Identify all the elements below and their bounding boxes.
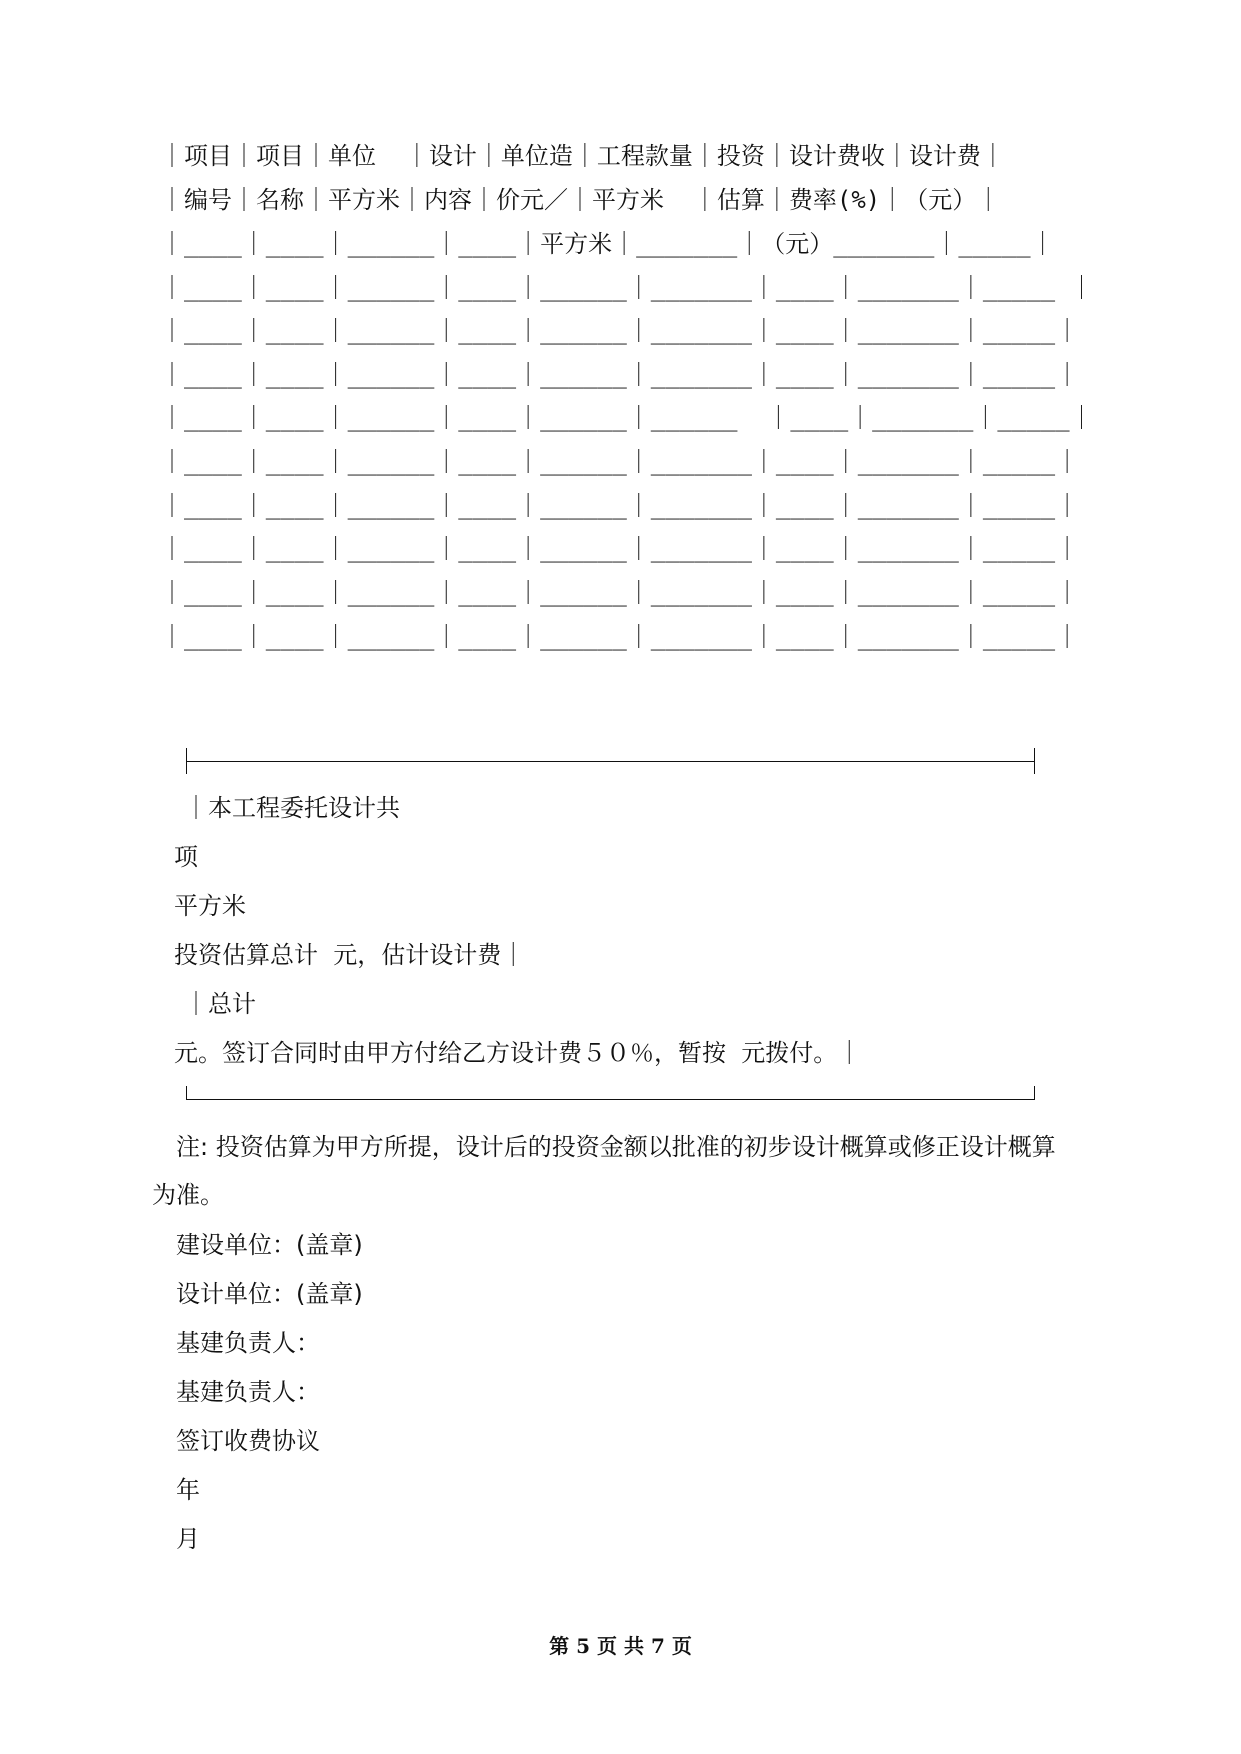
table-row: ｜____｜____｜______｜____｜______｜_______｜____｜_______｜_____ ｜ — [160, 274, 1094, 302]
month-label: 月 — [176, 1525, 200, 1553]
note-line-1: 注: 投资估算为甲方所提，设计后的投资金额以批准的初步设计概算或修正设计概算 — [176, 1133, 1056, 1161]
summary-line-6: 元。签订合同时由甲方付给乙方设计费５０％，暂按 元拨付。｜ — [174, 1039, 862, 1067]
builder-person-label-2: 基建负责人： — [176, 1378, 320, 1406]
summary-line-2: 项 — [174, 843, 198, 871]
summary-bottom-line — [186, 1099, 1034, 1100]
table-row: ｜____｜____｜______｜____｜平方米｜_______｜（元）_______｜_____｜ — [160, 230, 1055, 258]
builder-unit-label: 建设单位：(盖章) — [176, 1231, 363, 1259]
table-row: ｜____｜____｜______｜____｜______｜_______｜____｜_______｜_____｜ — [160, 579, 1080, 607]
note-line-2: 为准。 — [152, 1181, 224, 1209]
summary-line-4: 投资估算总计 元，估计设计费｜ — [174, 941, 526, 969]
table-row: ｜____｜____｜______｜____｜______｜_______｜____｜_______｜_____｜ — [160, 448, 1080, 476]
agreement-label: 签订收费协议 — [176, 1427, 320, 1455]
table-separator-line — [186, 761, 1034, 762]
summary-bottom-right-tick — [1034, 1086, 1035, 1100]
table-row: ｜____｜____｜______｜____｜______｜_______｜____｜_______｜_____｜ — [160, 623, 1080, 651]
table-row: ｜____｜____｜______｜____｜______｜_______｜____｜_______｜_____｜ — [160, 317, 1080, 345]
builder-person-label-1: 基建负责人： — [176, 1329, 320, 1357]
table-header-row-1: ｜项目｜项目｜单位 ｜设计｜单位造｜工程款量｜投资｜设计费收｜设计费｜ — [160, 142, 1005, 170]
table-row: ｜____｜____｜______｜____｜______｜_______｜____｜_______｜_____｜ — [160, 535, 1080, 563]
summary-line-3: 平方米 — [174, 892, 246, 920]
table-header-row-2: ｜编号｜名称｜平方米｜内容｜价元／｜平方米 ｜估算｜费率(%)｜（元）｜ — [160, 186, 1001, 214]
summary-line-5: ｜总计 — [184, 990, 256, 1018]
table-row: ｜____｜____｜______｜____｜______｜_______｜____｜_______｜_____｜ — [160, 492, 1080, 520]
summary-line-1: ｜本工程委托设计共 — [184, 794, 400, 822]
page-number: 第 5 页 共 7 页 — [549, 1634, 692, 1658]
table-separator-right-tick — [1034, 748, 1035, 774]
design-unit-label: 设计单位：(盖章) — [176, 1280, 363, 1308]
table-row: ｜____｜____｜______｜____｜______｜______ ｜____｜_______｜_____｜ — [160, 404, 1094, 432]
table-row: ｜____｜____｜______｜____｜______｜_______｜____｜_______｜_____｜ — [160, 361, 1080, 389]
year-label: 年 — [176, 1476, 200, 1504]
summary-bottom-left-tick — [186, 1086, 187, 1100]
